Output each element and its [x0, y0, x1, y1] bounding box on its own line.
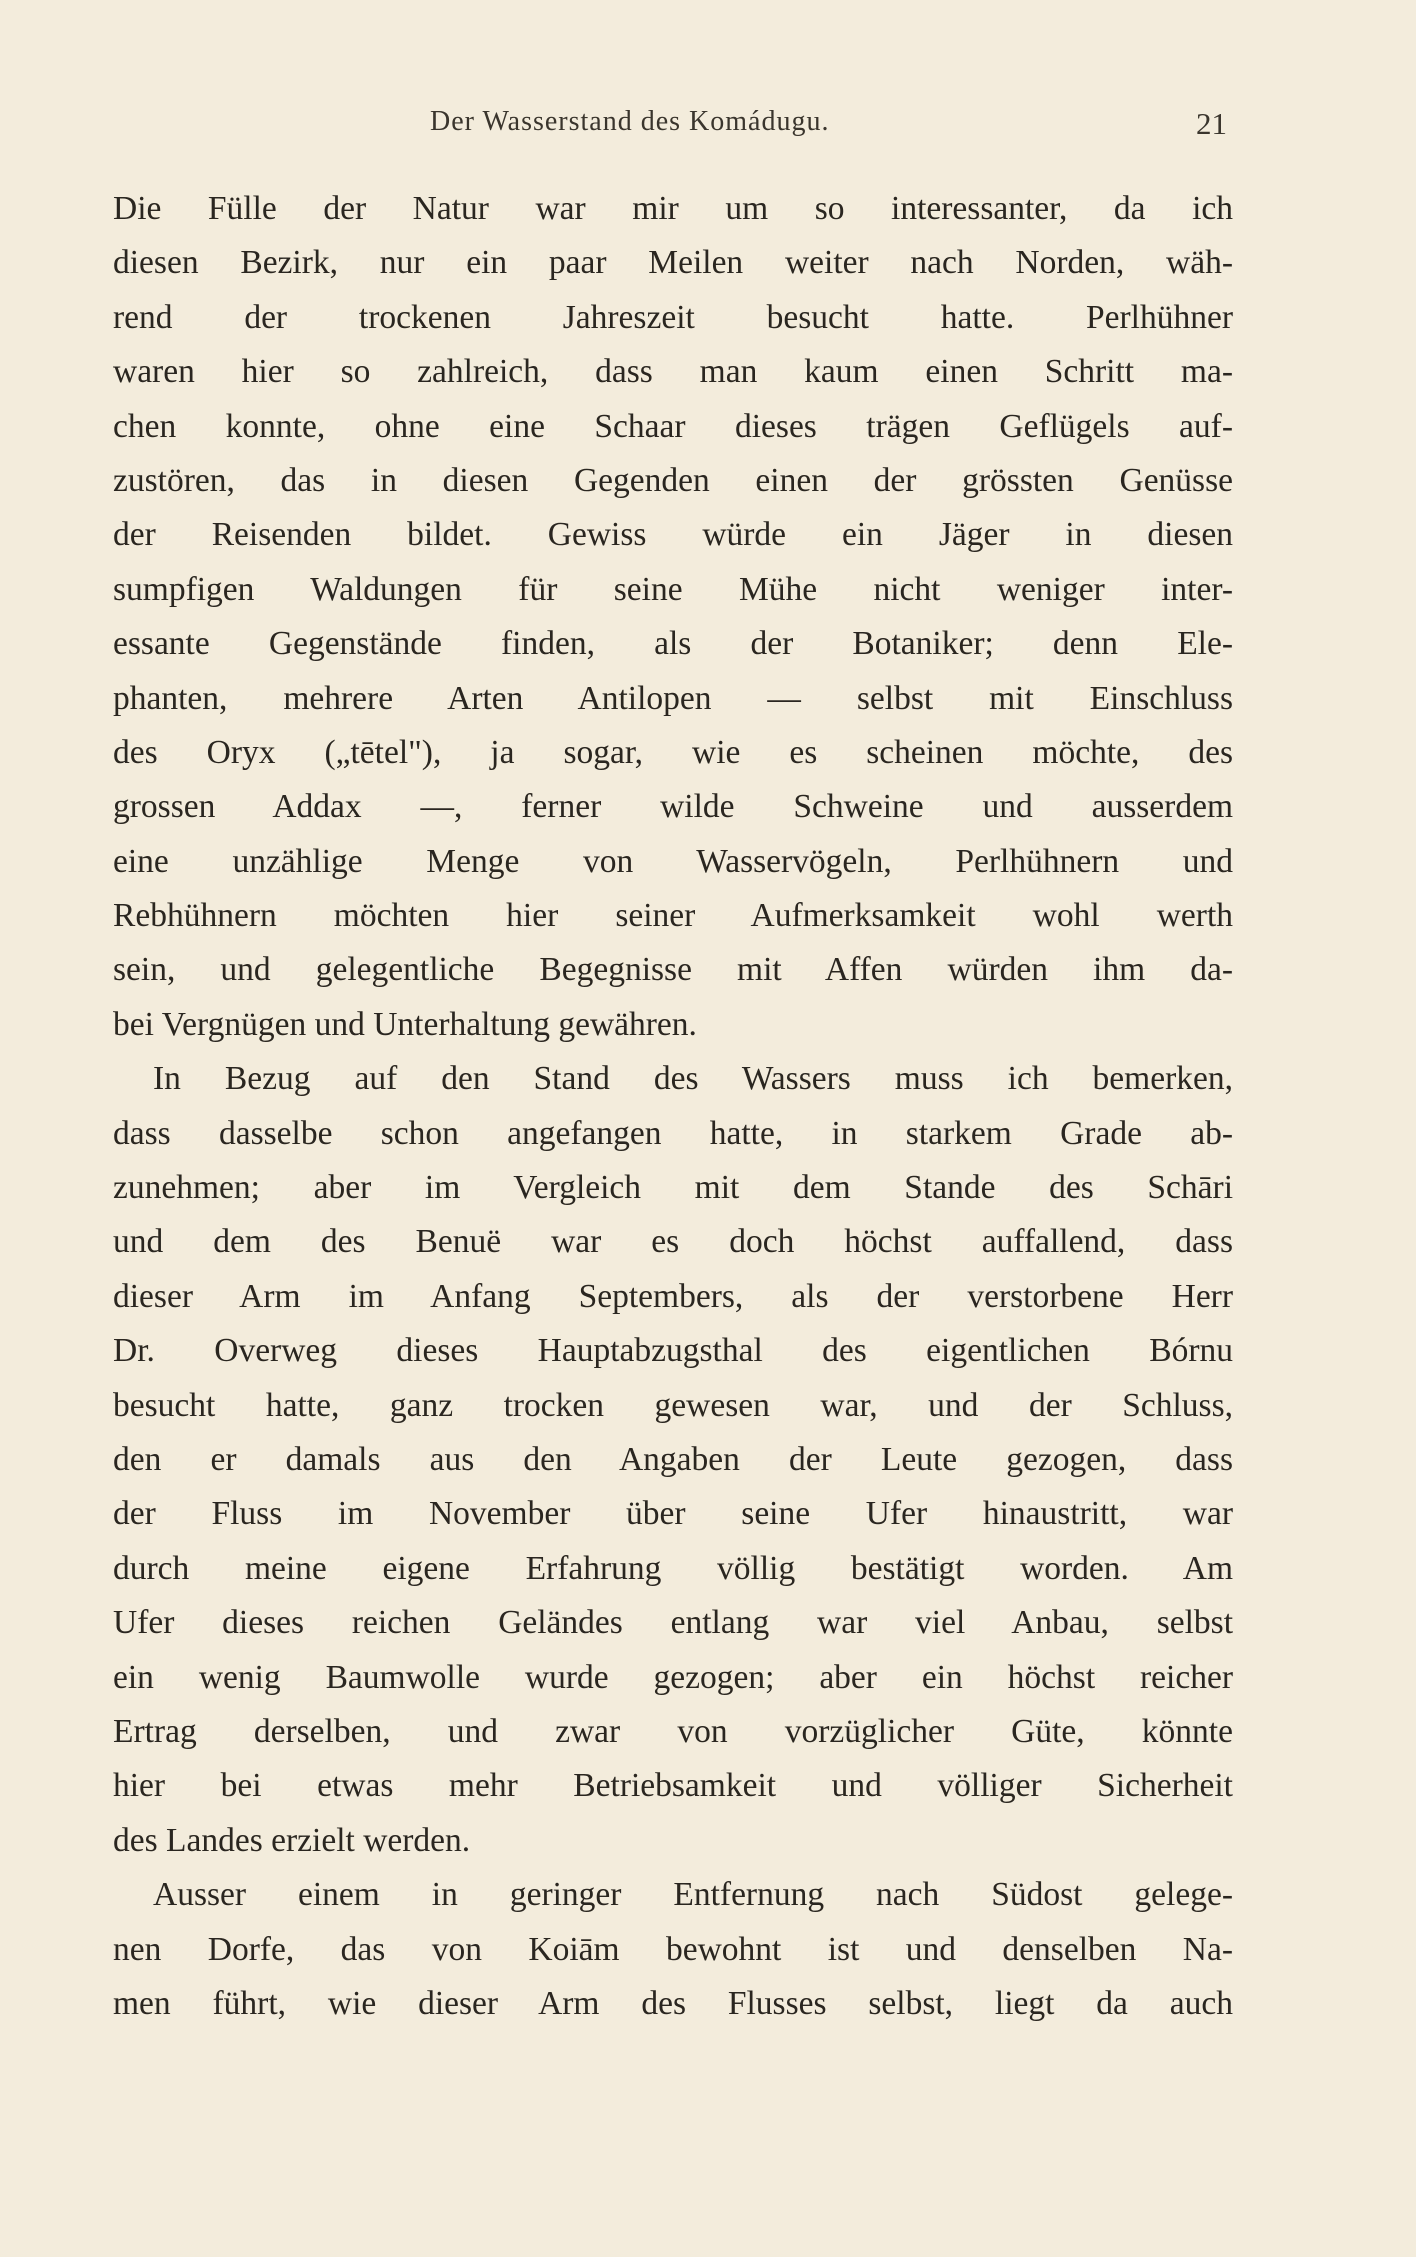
text-line: Ausser einem in geringer Entfernung nach Südost gelege- [153, 1876, 1233, 1914]
text-line: Die Fülle der Natur war mir um so interessanter, da ich [113, 190, 1233, 227]
text-line: den er damals aus den Angaben der Leute gezogen, dass [113, 1440, 1233, 1478]
body-text [113, 182, 1233, 2031]
text-line: zustören, das in diesen Gegenden einen der grössten Genüsse [113, 461, 1233, 499]
page-number: 21 [1196, 106, 1227, 141]
text-line: und dem des Benuë war es doch höchst auffallend, dass [113, 1223, 1233, 1261]
text-line: bei Vergnügen und Unterhaltung gewähren. [113, 1005, 697, 1043]
text-line: besucht hatte, ganz trocken gewesen war, und der Schluss, [113, 1386, 1233, 1424]
text-line: grossen Addax —, ferner wilde Schweine und ausserdem [113, 788, 1233, 826]
text-line: zunehmen; aber im Vergleich mit dem Stande des Schāri [113, 1169, 1233, 1207]
text-line: Ertrag derselben, und zwar von vorzüglicher Güte, könnte [113, 1712, 1233, 1750]
text-line: men führt, wie dieser Arm des Flusses selbst, liegt da auch [113, 1984, 1233, 2022]
text-line: hier bei etwas mehr Betriebsamkeit und völliger Sicherheit [113, 1767, 1233, 1805]
text-line: phanten, mehrere Arten Antilopen — selbst mit Einschluss [113, 679, 1233, 717]
text-line: des Oryx („tētel"), ja sogar, wie es scheinen möchte, des [113, 733, 1233, 771]
running-title: Der Wasserstand des Komádugu. [430, 106, 830, 137]
text-line: Ufer dieses reichen Geländes entlang war viel Anbau, selbst [113, 1604, 1233, 1642]
text-line: rend der trockenen Jahreszeit besucht hatte. Perlhühner [113, 298, 1233, 336]
text-line: der Reisenden bildet. Gewiss würde ein Jäger in diesen [113, 516, 1233, 554]
text-line: durch meine eigene Erfahrung völlig bestätigt worden. Am [113, 1549, 1233, 1587]
text-line: Dr. Overweg dieses Hauptabzugsthal des eigentlichen Bórnu [113, 1332, 1233, 1370]
text-line: ein wenig Baumwolle wurde gezogen; aber ein höchst reicher [113, 1658, 1233, 1696]
text-line: chen konnte, ohne eine Schaar dieses trägen Geflügels auf- [113, 407, 1233, 445]
text-line: In Bezug auf den Stand des Wassers muss ich bemerken, [153, 1060, 1233, 1098]
text-line: waren hier so zahlreich, dass man kaum einen Schritt ma- [113, 353, 1233, 391]
text-line: sein, und gelegentliche Begegnisse mit Affen würden ihm da- [113, 951, 1233, 989]
text-line: nen Dorfe, das von Koiām bewohnt ist und denselben Na- [113, 1930, 1233, 1968]
text-line: dieser Arm im Anfang Septembers, als der verstorbene Herr [113, 1277, 1233, 1315]
text-line: Rebhühnern möchten hier seiner Aufmerksamkeit wohl werth [113, 897, 1233, 935]
text-line: der Fluss im November über seine Ufer hinaustritt, war [113, 1495, 1233, 1533]
text-line: diesen Bezirk, nur ein paar Meilen weiter nach Norden, wäh- [113, 244, 1233, 282]
text-line: des Landes erzielt werden. [113, 1821, 471, 1859]
text-line: eine unzählige Menge von Wasservögeln, Perlhühnern und [113, 842, 1233, 880]
text-line: essante Gegenstände finden, als der Botaniker; denn Ele- [113, 625, 1233, 663]
text-line: dass dasselbe schon angefangen hatte, in starkem Grade ab- [113, 1114, 1233, 1152]
text-line: sumpfigen Waldungen für seine Mühe nicht weniger inter- [113, 570, 1233, 608]
